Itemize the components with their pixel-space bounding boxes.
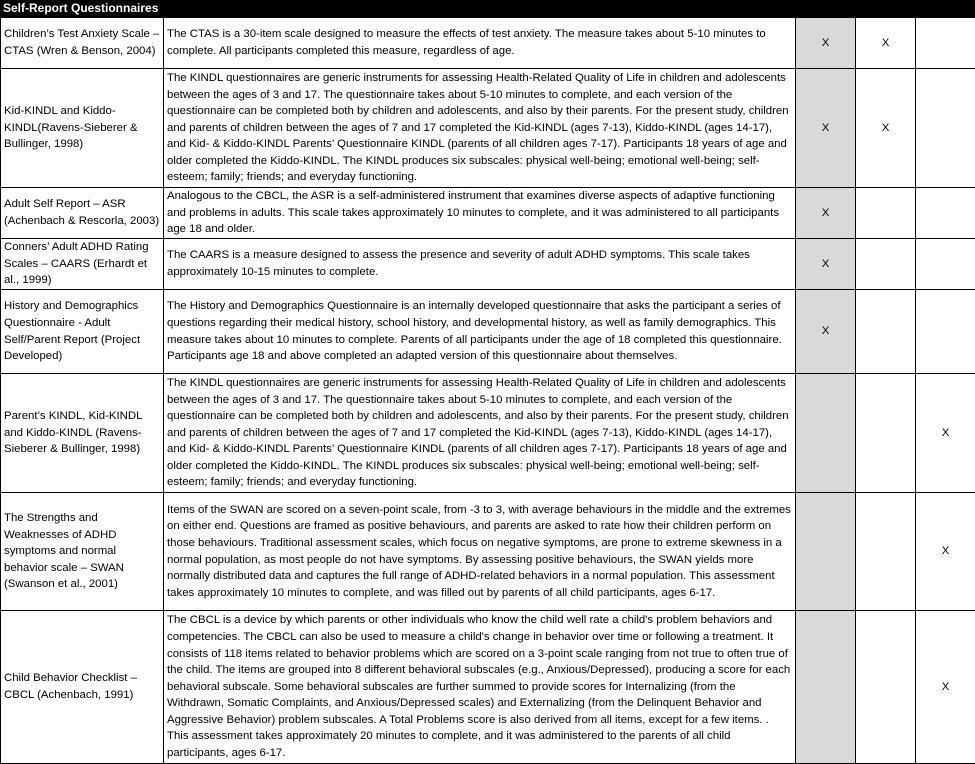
mark-cell-3: X <box>916 493 975 611</box>
table-row <box>1 69 975 188</box>
table-row <box>1 611 975 764</box>
mark-cell-3 <box>916 69 975 188</box>
measure-description: The KINDL questionnaires are generic instruments for assessing Health-Related Quality of Life in children and adolescents between the ages of 3 and 17. The questionnaire takes about 5-10 minutes to complete, and each version of the questionnaire can be completed both by children and adolescents, and also by their parents. For the present study, children and parents of children between the ages of 7 and 17 completed the Kid-KINDL (ages 7-13), Kiddo-KINDL (ages 14-17), and Kid- & Kiddo-KINDL Parents’ Questionnaire KINDL (parents of all children ages 7-17). Participants 18 years of age and older completed the Kiddo-KINDL. The KINDL produces six subscales: physical well-being; emotional well-being; self-esteem; family; friends; and everyday functioning. <box>164 374 796 493</box>
measure-description: The CAARS is a measure designed to assess the presence and severity of adult ADHD symptoms. This scale takes approximately 10-15 minutes to complete. <box>164 239 796 290</box>
mark-cell-1: X <box>796 290 856 374</box>
mark-cell-2 <box>856 374 916 493</box>
section-title: Self-Report Questionnaires <box>0 0 975 17</box>
mark-cell-2 <box>856 493 916 611</box>
measure-name: Kid-KINDL and Kiddo-KINDL(Ravens-Sieberer & Bullinger, 1998) <box>1 69 164 188</box>
table-row <box>1 188 975 239</box>
mark-cell-1: X <box>796 239 856 290</box>
mark-cell-1: X <box>796 18 856 69</box>
measure-name: Parent’s KINDL, Kid-KINDL and Kiddo-KINDL (Ravens-Sieberer & Bullinger, 1998) <box>1 374 164 493</box>
measure-description: The History and Demographics Questionnaire is an internally developed questionnaire that asks the participant a series of questions regarding their medical history, school history, and developmental history, as well as family demographics. This measure takes about 10 minutes to complete. Parents of all participants under the age of 18 completed this questionnaire. Participants age 18 and above completed an adapted version of this questionnaire about themselves. <box>164 290 796 374</box>
mark-cell-2: X <box>856 69 916 188</box>
measure-name: History and Demographics Questionnaire - Adult Self/Parent Report (Project Developed) <box>1 290 164 374</box>
mark-cell-1: X <box>796 188 856 239</box>
mark-cell-1: X <box>796 69 856 188</box>
table-row <box>1 239 975 290</box>
mark-cell-2 <box>856 239 916 290</box>
mark-cell-2: X <box>856 18 916 69</box>
mark-cell-2 <box>856 188 916 239</box>
mark-cell-3 <box>916 239 975 290</box>
measure-description: Items of the SWAN are scored on a seven-point scale, from -3 to 3, with average behaviours in the middle and the extremes on either end. Questions are framed as positive behaviours, and parents are asked to rate how their children perform on those behaviours. Traditional assessment scales, which focus on negative symptoms, are prone to extreme skewness in a normal population, as most people do not have symptoms. By assessing positive behaviours, the SWAN yields more normally distributed data and captures the full range of ADHD-related behaviors in a normal population. This assessment takes approximately 10 minutes to complete, and was filled out by parents of all child participants, ages 6-17. <box>164 493 796 611</box>
mark-cell-2 <box>856 290 916 374</box>
measures-table <box>0 17 975 764</box>
measure-description: Analogous to the CBCL, the ASR is a self-administered instrument that examines diverse aspects of adaptive functioning and problems in adults. This scale takes approximately 10 minutes to complete, and it was administered to all participants age 18 and older. <box>164 188 796 239</box>
measure-name: Adult Self Report – ASR (Achenbach & Rescorla, 2003) <box>1 188 164 239</box>
mark-cell-3 <box>916 290 975 374</box>
mark-cell-3 <box>916 188 975 239</box>
measure-name: Child Behavior Checklist – CBCL (Achenbach, 1991) <box>1 611 164 764</box>
table-row <box>1 493 975 611</box>
measure-name: Children’s Test Anxiety Scale – CTAS (Wren & Benson, 2004) <box>1 18 164 69</box>
measure-description: The CBCL is a device by which parents or other individuals who know the child well rate a child's problem behaviors and competencies. The CBCL can also be used to measure a child's change in behavior over time or following a treatment. It consists of 118 items related to behavior problems which are scored on a 3-point scale ranging from not true to often true of the child. The items are grouped into 8 different behavioral subscales (e.g., Anxious/Depressed), producing a score for each behavioral subscale. Some behavioral subscales are further summed to provide scores for Internalizing (from the Withdrawn, Somatic Complaints, and Anxious/Depressed scales) and Externalizing (from the Delinquent Behavior and Aggressive Behavior) problem subscales. A Total Problems score is also derived from all items, except for a few items. . This assessment takes approximately 20 minutes to complete, and it was administered to the parents of all child participants, ages 6-17. <box>164 611 796 764</box>
measure-name: Conners’ Adult ADHD Rating Scales – CAARS (Erhardt et al., 1999) <box>1 239 164 290</box>
table-row <box>1 290 975 374</box>
mark-cell-3 <box>916 18 975 69</box>
mark-cell-3: X <box>916 374 975 493</box>
measure-description: The CTAS is a 30-item scale designed to measure the effects of test anxiety. The measure takes about 5-10 minutes to complete. All participants completed this measure, regardless of age. <box>164 18 796 69</box>
measure-description: The KINDL questionnaires are generic instruments for assessing Health-Related Quality of Life in children and adolescents between the ages of 3 and 17. The questionnaire takes about 5-10 minutes to complete, and each version of the questionnaire can be completed both by children and adolescents, and also by their parents. For the present study, children and parents of children between the ages of 7 and 17 completed the Kid-KINDL (ages 7-13), Kiddo-KINDL (ages 14-17), and Kid- & Kiddo-KINDL Parents’ Questionnaire KINDL (parents of all children ages 7-17). Participants 18 years of age and older completed the Kiddo-KINDL. The KINDL produces six subscales: physical well-being; emotional well-being; self-esteem; family; friends; and everyday functioning. <box>164 69 796 188</box>
mark-cell-1 <box>796 374 856 493</box>
measure-name: The Strengths and Weaknesses of ADHD symptoms and normal behavior scale – SWAN (Swanson et al., 2001) <box>1 493 164 611</box>
mark-cell-1 <box>796 611 856 764</box>
mark-cell-2 <box>856 611 916 764</box>
mark-cell-1 <box>796 493 856 611</box>
table-row <box>1 18 975 69</box>
table-row <box>1 374 975 493</box>
mark-cell-3: X <box>916 611 975 764</box>
